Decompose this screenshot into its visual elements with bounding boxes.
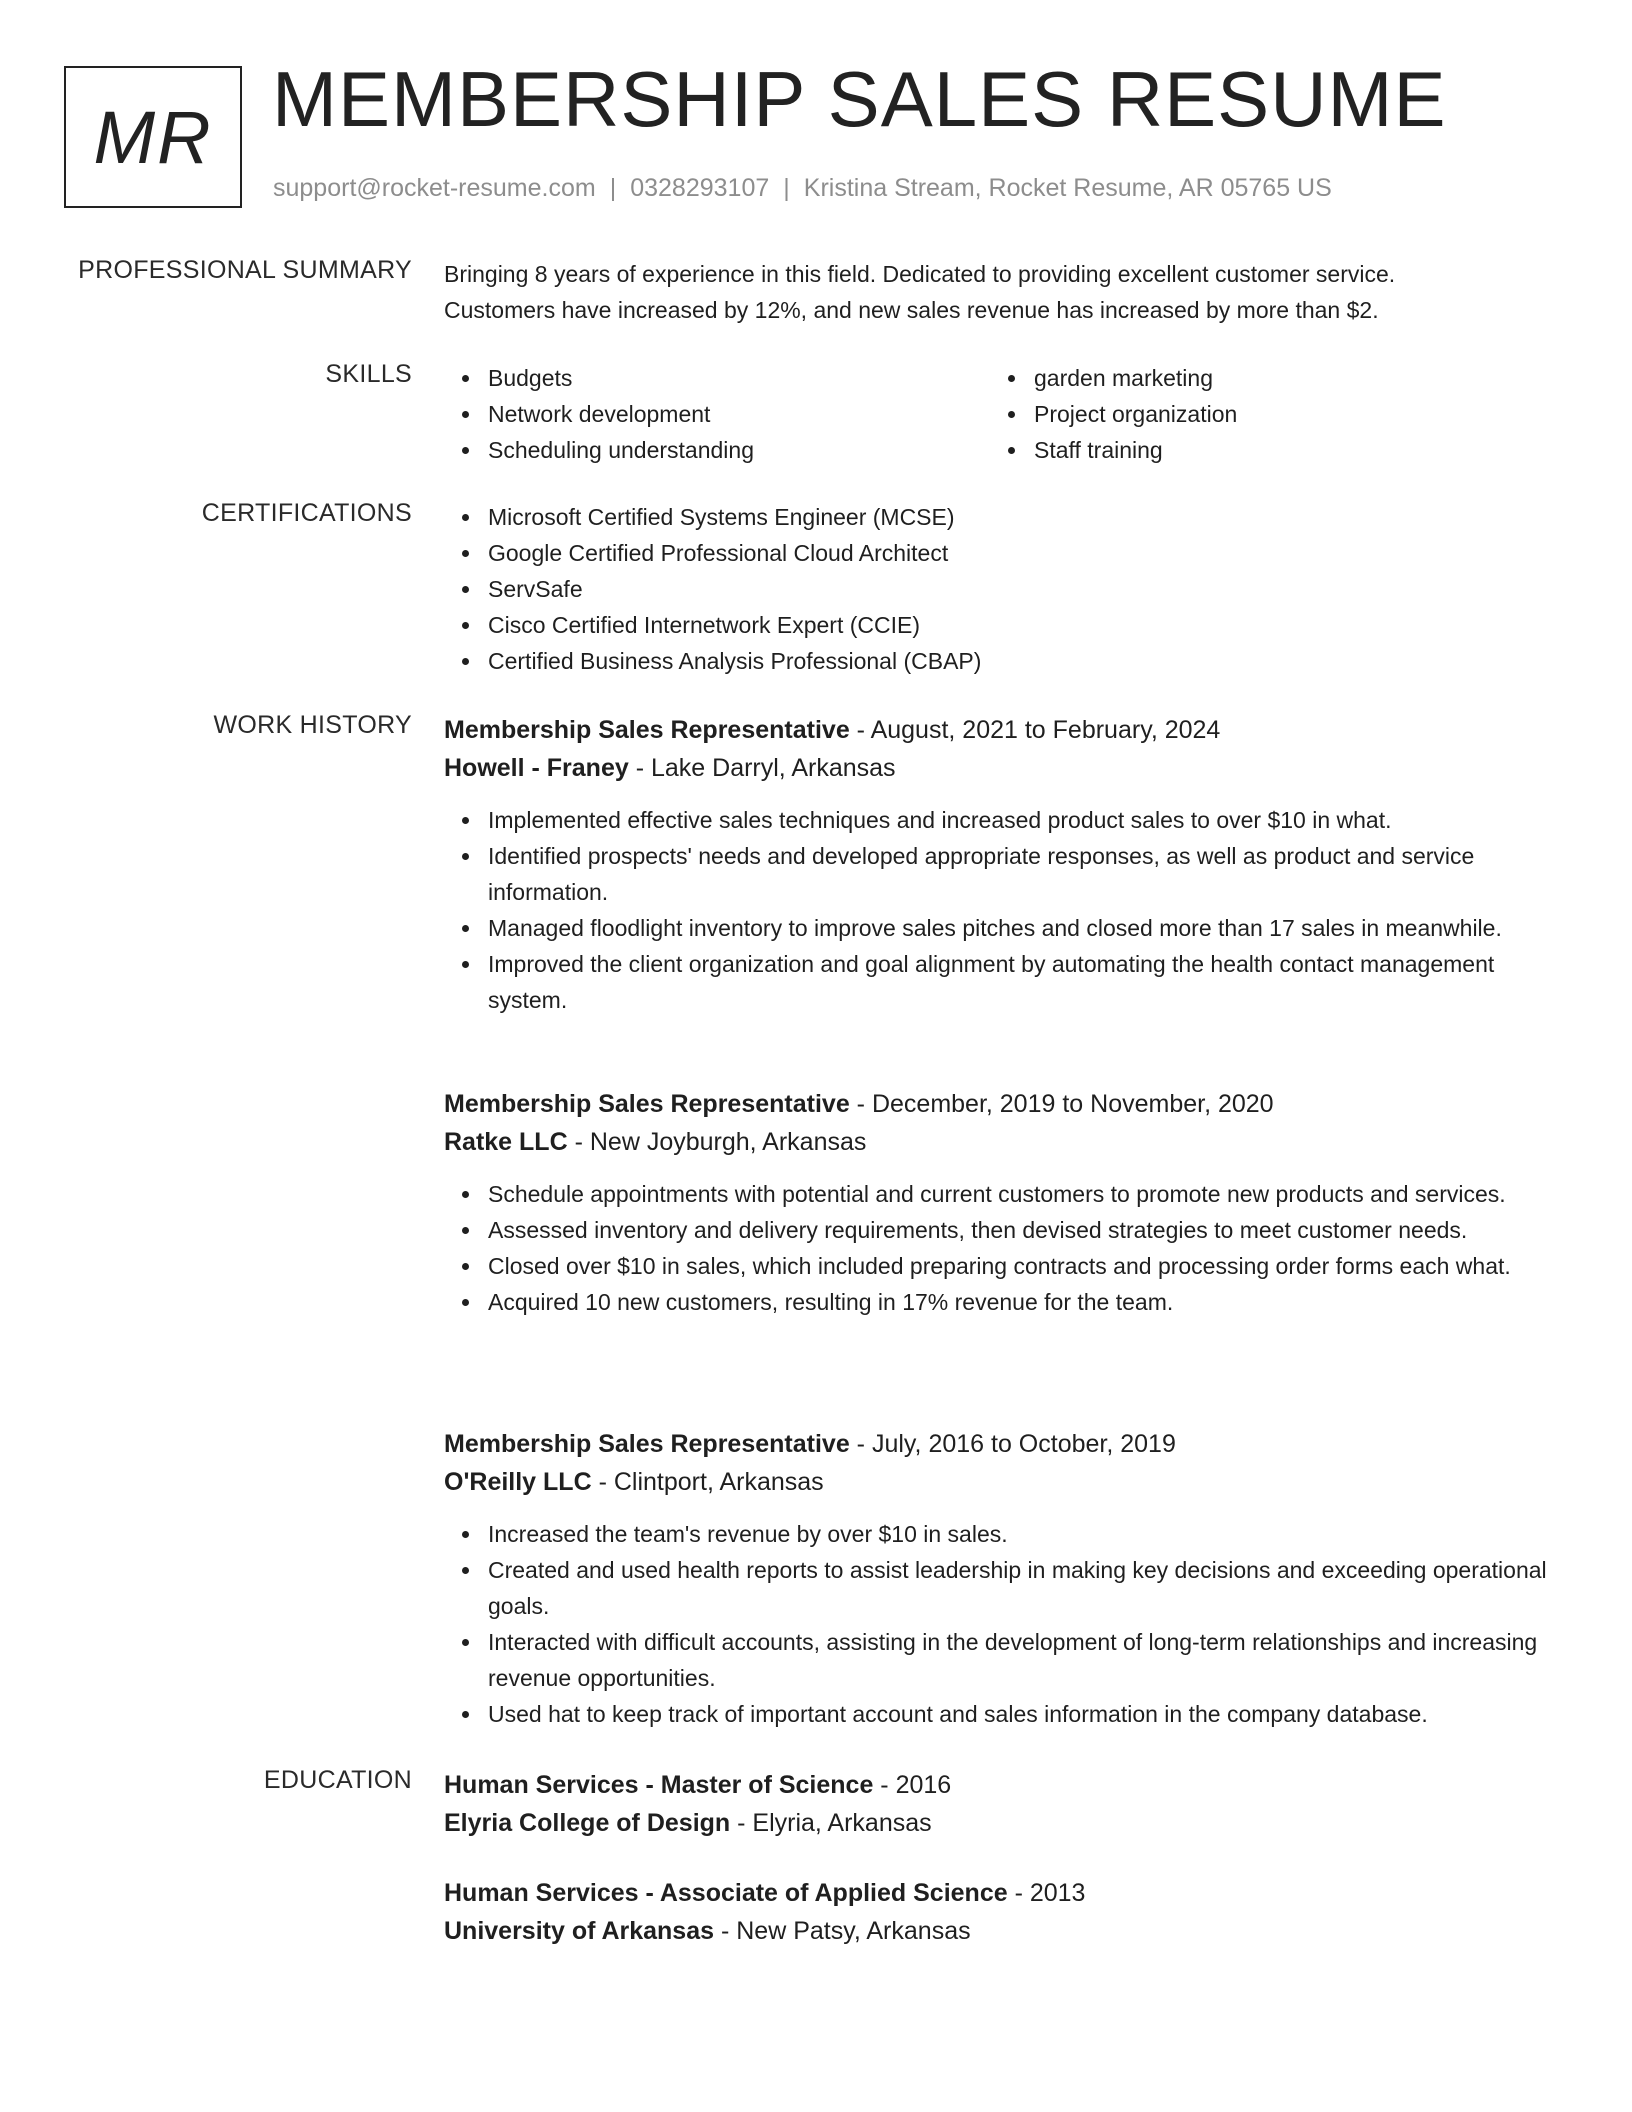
job-company: Ratke LLC: [444, 1128, 568, 1156]
education-year: - 2016: [873, 1771, 952, 1799]
education-location: - Elyria, Arkansas: [730, 1809, 932, 1837]
job-bullet: Closed over $10 in sales, which included preparing contracts and processing order forms each what.: [444, 1248, 1564, 1284]
monogram-box: [64, 66, 242, 208]
job-title: Membership Sales Representative: [444, 716, 850, 744]
skill-item: Network development: [444, 396, 990, 432]
skill-item: Scheduling understanding: [444, 432, 990, 468]
skill-item: Staff training: [990, 432, 1536, 468]
certifications-list: [444, 499, 1564, 679]
job-bullet: Implemented effective sales techniques and increased product sales to over $10 in what.: [444, 802, 1564, 838]
contact-phone: 0328293107: [630, 174, 770, 202]
skills-column-2: [990, 360, 1536, 468]
contact-line: [273, 174, 1332, 203]
skills-list: [444, 360, 1564, 468]
job-company: O'Reilly LLC: [444, 1468, 592, 1496]
job-bullet: Schedule appointments with potential and current customers to promote new products and services.: [444, 1176, 1564, 1212]
certification-item: Cisco Certified Internetwork Expert (CCIE): [444, 607, 1564, 643]
job-title: Membership Sales Representative: [444, 1090, 850, 1118]
job-location: - New Joyburgh, Arkansas: [567, 1128, 867, 1156]
contact-separator: |: [609, 174, 617, 202]
job-bullet: Assessed inventory and delivery requirements, then devised strategies to meet customer needs.: [444, 1212, 1564, 1248]
education-year: - 2013: [1007, 1879, 1086, 1907]
education-entry: [444, 1766, 1564, 1842]
education-degree: Human Services - Master of Science: [444, 1771, 874, 1799]
education-header: [444, 1874, 1564, 1912]
job-bullet: Created and used health reports to assist leadership in making key decisions and exceeding operational goals.: [444, 1552, 1564, 1624]
job-dates: - July, 2016 to October, 2019: [849, 1430, 1176, 1458]
contact-address: Kristina Stream, Rocket Resume, AR 05765 US: [803, 174, 1332, 202]
skill-item: Project organization: [990, 396, 1536, 432]
certification-item: ServSafe: [444, 571, 1564, 607]
skills-column-1: [444, 360, 990, 468]
job-bullets: [444, 1516, 1564, 1732]
section-label-work-history: WORK HISTORY: [213, 711, 412, 739]
section-label-skills: SKILLS: [325, 360, 412, 388]
job-location: - Clintport, Arkansas: [591, 1468, 824, 1496]
job-company: Howell - Franey: [444, 754, 629, 782]
education-header: [444, 1766, 1564, 1804]
section-label-summary: PROFESSIONAL SUMMARY: [78, 256, 412, 284]
job-bullet: Acquired 10 new customers, resulting in 17% revenue for the team.: [444, 1284, 1564, 1320]
education-entry: [444, 1874, 1564, 1950]
monogram-initials: MR: [93, 95, 213, 179]
section-label-certifications: CERTIFICATIONS: [201, 499, 412, 527]
job-bullets: [444, 802, 1564, 1018]
skill-item: garden marketing: [990, 360, 1536, 396]
education-degree: Human Services - Associate of Applied Science: [444, 1879, 1008, 1907]
job-bullets: [444, 1176, 1564, 1320]
job-header: [444, 1085, 1564, 1123]
job-dates: - August, 2021 to February, 2024: [849, 716, 1221, 744]
job-entry: [444, 1085, 1564, 1320]
job-entry: [444, 1425, 1564, 1732]
job-bullet: Managed floodlight inventory to improve sales pitches and closed more than 17 sales in meanwhile.: [444, 910, 1564, 946]
job-location: - Lake Darryl, Arkansas: [628, 754, 896, 782]
certification-item: Google Certified Professional Cloud Architect: [444, 535, 1564, 571]
section-label-education: EDUCATION: [263, 1766, 412, 1794]
job-title: Membership Sales Representative: [444, 1430, 850, 1458]
education-school: Elyria College of Design: [444, 1809, 731, 1837]
job-company-line: [444, 1463, 1564, 1501]
job-bullet: Identified prospects' needs and developed appropriate responses, as well as product and service information.: [444, 838, 1564, 910]
job-dates: - December, 2019 to November, 2020: [849, 1090, 1274, 1118]
job-bullet: Increased the team's revenue by over $10 in sales.: [444, 1516, 1564, 1552]
summary-text: Bringing 8 years of experience in this field. Dedicated to providing excellent customer service. Customers have increased by 12%, and new sales revenue has increased by more than $2.: [444, 261, 1396, 323]
contact-separator: |: [783, 174, 790, 202]
job-company-line: [444, 749, 1564, 787]
job-header: [444, 1425, 1564, 1463]
education-school: University of Arkansas: [444, 1917, 715, 1945]
certification-item: Microsoft Certified Systems Engineer (MCSE): [444, 499, 1564, 535]
certification-item: Certified Business Analysis Professional (CBAP): [444, 643, 1564, 679]
job-bullet: Improved the client organization and goal alignment by automating the health contact management system.: [444, 946, 1564, 1018]
education-school-line: [444, 1912, 1564, 1950]
resume-title: MEMBERSHIP SALES RESUME: [272, 55, 1447, 143]
job-entry: [444, 711, 1564, 1018]
contact-email: support@rocket-resume.com: [273, 174, 596, 202]
education-school-line: [444, 1804, 1564, 1842]
job-bullet: Interacted with difficult accounts, assisting in the development of long-term relationships and increasing revenue opportunities.: [444, 1624, 1564, 1696]
skill-item: Budgets: [444, 360, 990, 396]
job-company-line: [444, 1123, 1564, 1161]
education-location: - New Patsy, Arkansas: [714, 1917, 971, 1945]
job-bullet: Used hat to keep track of important account and sales information in the company database.: [444, 1696, 1564, 1732]
job-header: [444, 711, 1564, 749]
